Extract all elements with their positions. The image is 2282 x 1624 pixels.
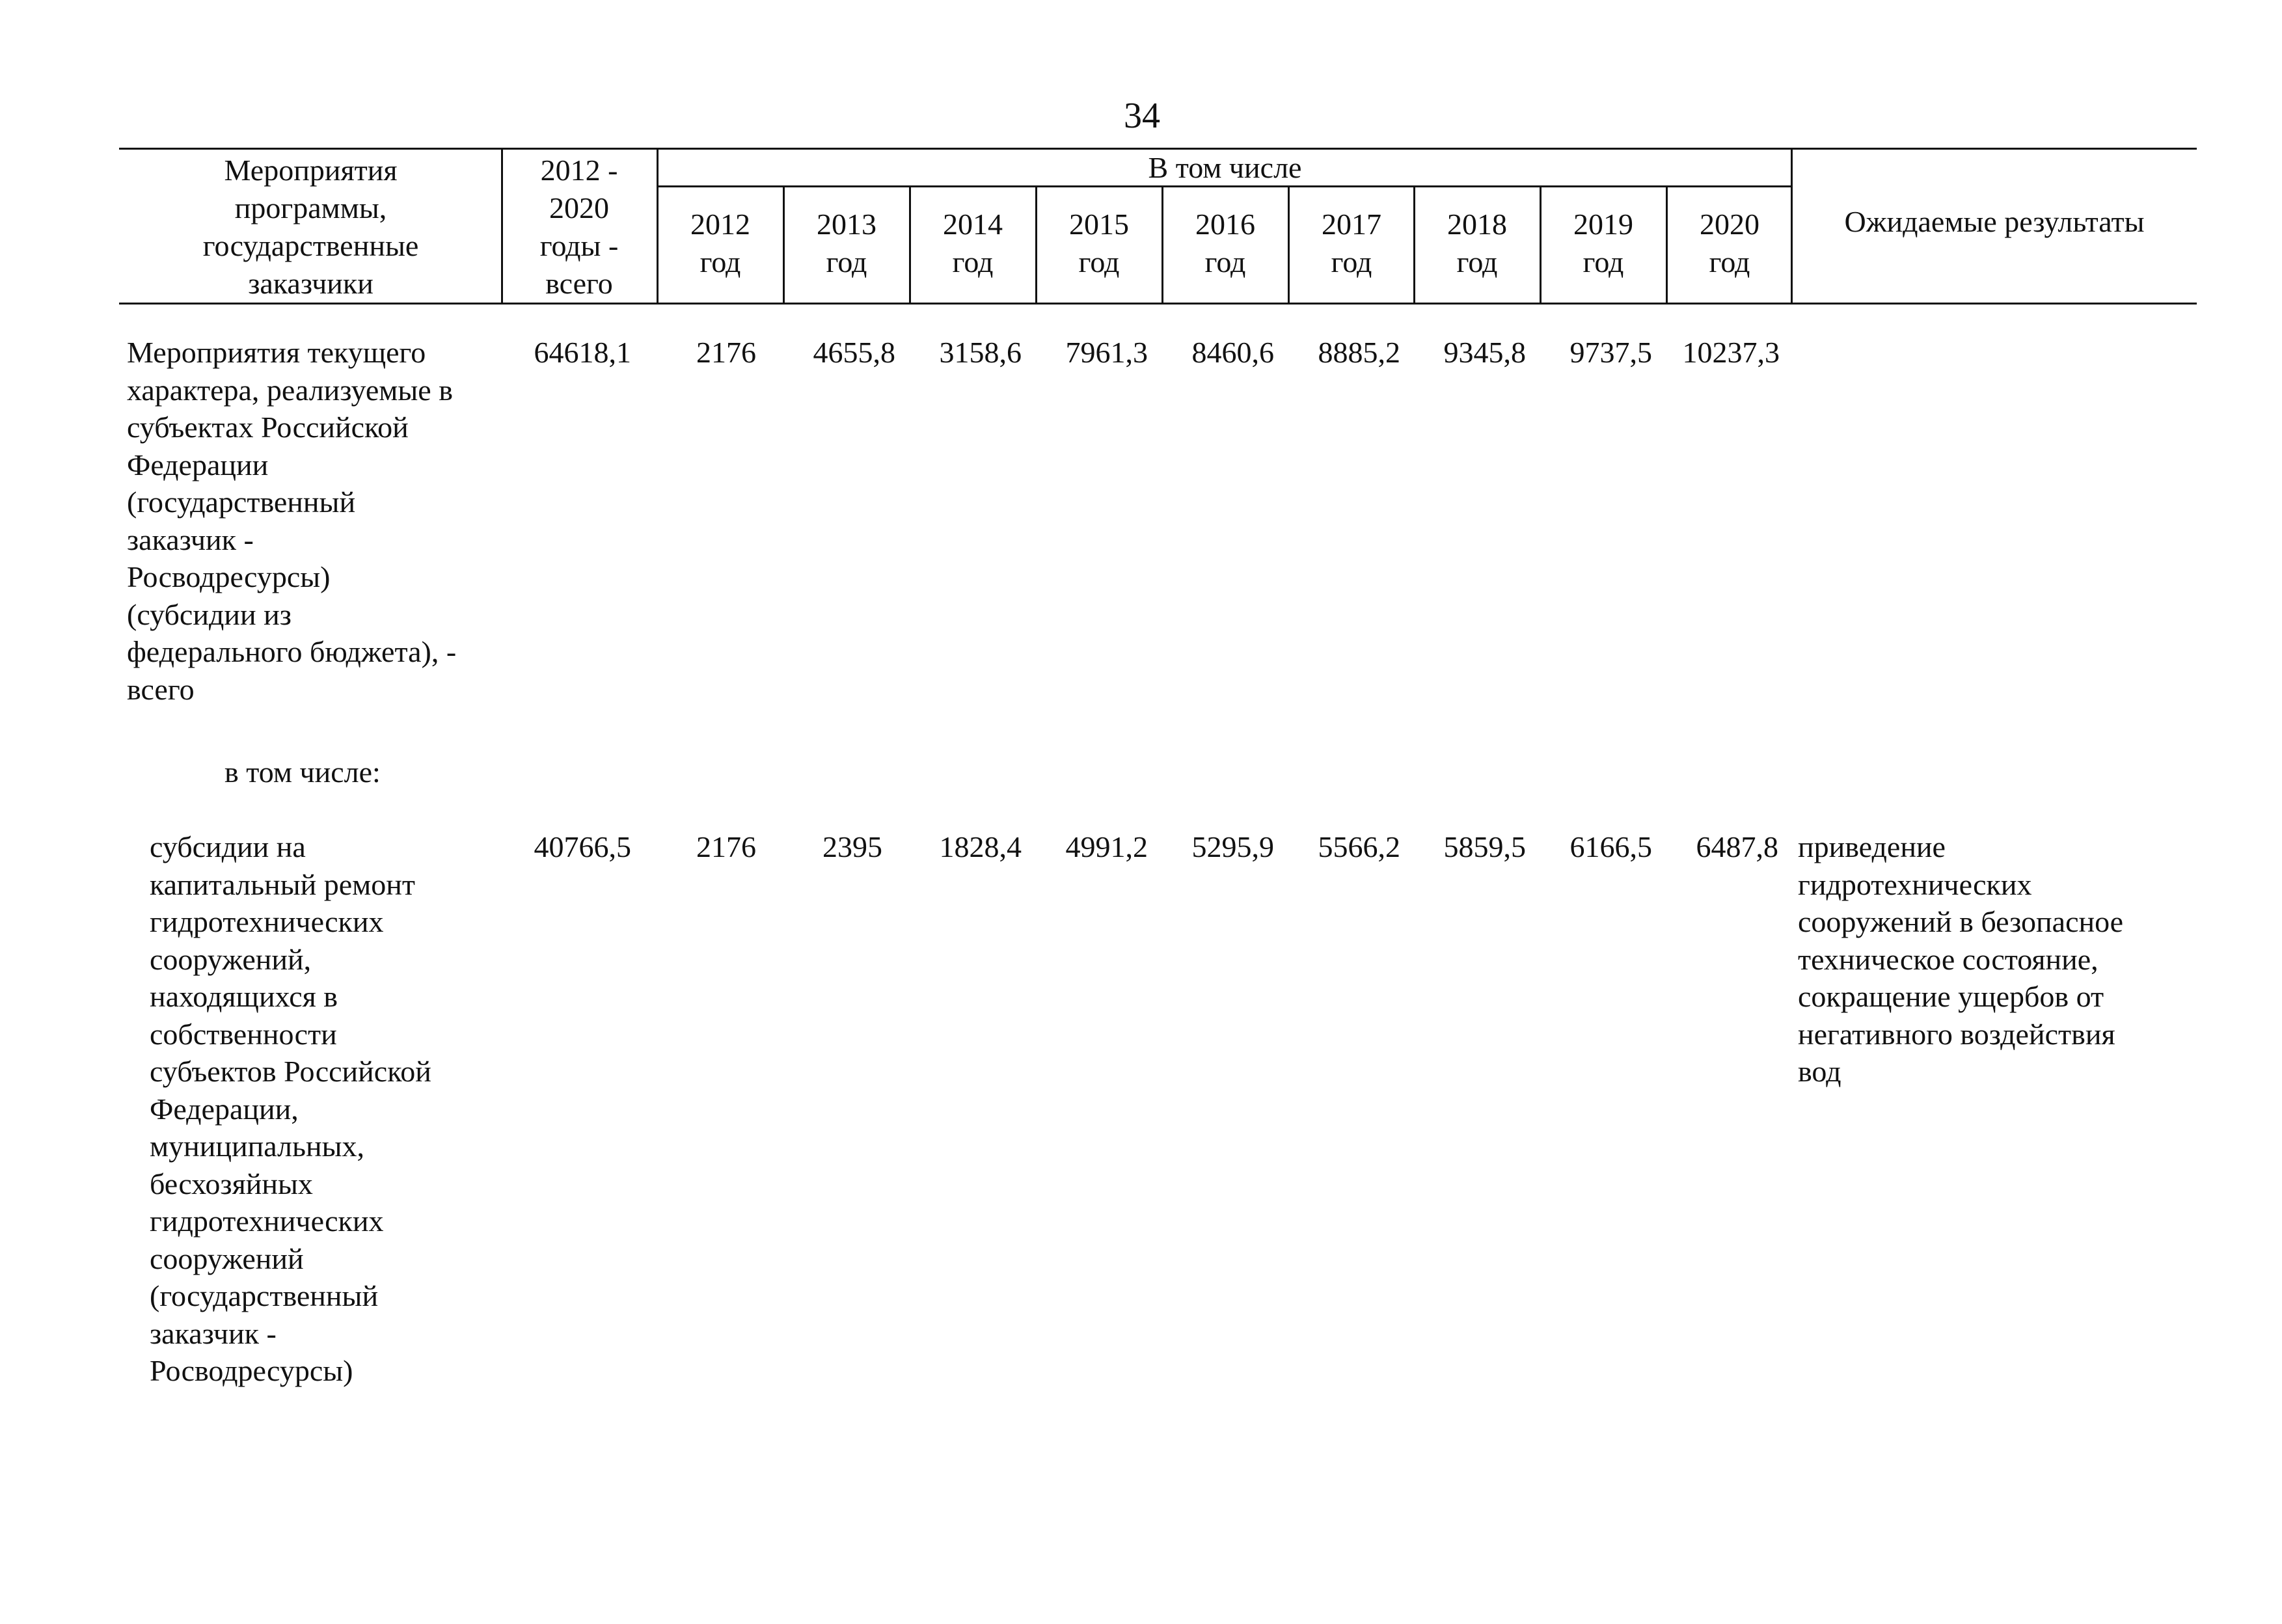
row-2-2014: 1828,4 bbox=[939, 830, 1022, 863]
header-year-2020: 2020 год bbox=[1700, 208, 1759, 278]
row-2-2017: 5566,2 bbox=[1318, 830, 1400, 863]
row-1-2018: 9345,8 bbox=[1443, 336, 1526, 369]
header-year-2013: 2013 год bbox=[817, 208, 876, 278]
row-1-2020: 10237,3 bbox=[1682, 336, 1780, 369]
header-year-2012: 2012 год bbox=[690, 208, 750, 278]
row-2-2012: 2176 bbox=[696, 830, 756, 863]
header-year-2017: 2017 год bbox=[1322, 208, 1381, 278]
row-1-2012: 2176 bbox=[696, 336, 756, 369]
row-1-2013: 4655,8 bbox=[813, 336, 895, 369]
row-1-2016: 8460,6 bbox=[1191, 336, 1274, 369]
row-2-2019: 6166,5 bbox=[1569, 830, 1652, 863]
header-year-2019: 2019 год bbox=[1573, 208, 1633, 278]
row-2-2018: 5859,5 bbox=[1443, 830, 1526, 863]
page-number: 34 bbox=[1124, 96, 1160, 136]
row-1-2017: 8885,2 bbox=[1318, 336, 1400, 369]
row-2-result: приведение гидротехнических сооружений в безопасное техническое состояние, сокращение ущербов от негативного воздействия вод bbox=[1798, 830, 2124, 1088]
row-1-2015: 7961,3 bbox=[1065, 336, 1148, 369]
header-total: 2012 - 2020 годы - всего bbox=[539, 154, 619, 300]
subheading-including: в том числе: bbox=[224, 755, 381, 789]
header-year-2016: 2016 год bbox=[1195, 208, 1255, 278]
row-2-2015: 4991,2 bbox=[1065, 830, 1148, 863]
header-year-2018: 2018 год bbox=[1447, 208, 1507, 278]
row-2-2013: 2395 bbox=[822, 830, 882, 863]
row-2-2020: 6487,8 bbox=[1696, 830, 1778, 863]
header-activities: Мероприятия программы, государственные заказчики bbox=[202, 154, 419, 300]
row-2-name: субсидии на капитальный ремонт гидротехнических сооружений, находящихся в собственности субъектов Российской Федерации, муниципальных, бесхозяйных гидротехнических сооружений (государственный заказчик - Росводресурсы) bbox=[150, 830, 431, 1387]
header-year-2014: 2014 год bbox=[943, 208, 1003, 278]
header-results: Ожидаемые результаты bbox=[1844, 205, 2145, 238]
row-2-total: 40766,5 bbox=[534, 830, 631, 863]
row-1-total: 64618,1 bbox=[534, 336, 631, 369]
row-2-2016: 5295,9 bbox=[1191, 830, 1274, 863]
header-divider bbox=[501, 148, 503, 304]
row-1-2019: 9737,5 bbox=[1569, 336, 1652, 369]
row-1-2014: 3158,6 bbox=[939, 336, 1022, 369]
table-header-bottom-rule bbox=[119, 303, 2197, 304]
row-1-name: Мероприятия текущего характера, реализуемые в субъектах Российской Федерации (государственный заказчик - Росводресурсы) (субсидии из федерального бюджета), - всего bbox=[127, 336, 457, 706]
header-including: В том числе bbox=[1148, 151, 1302, 184]
header-year-2015: 2015 год bbox=[1069, 208, 1129, 278]
